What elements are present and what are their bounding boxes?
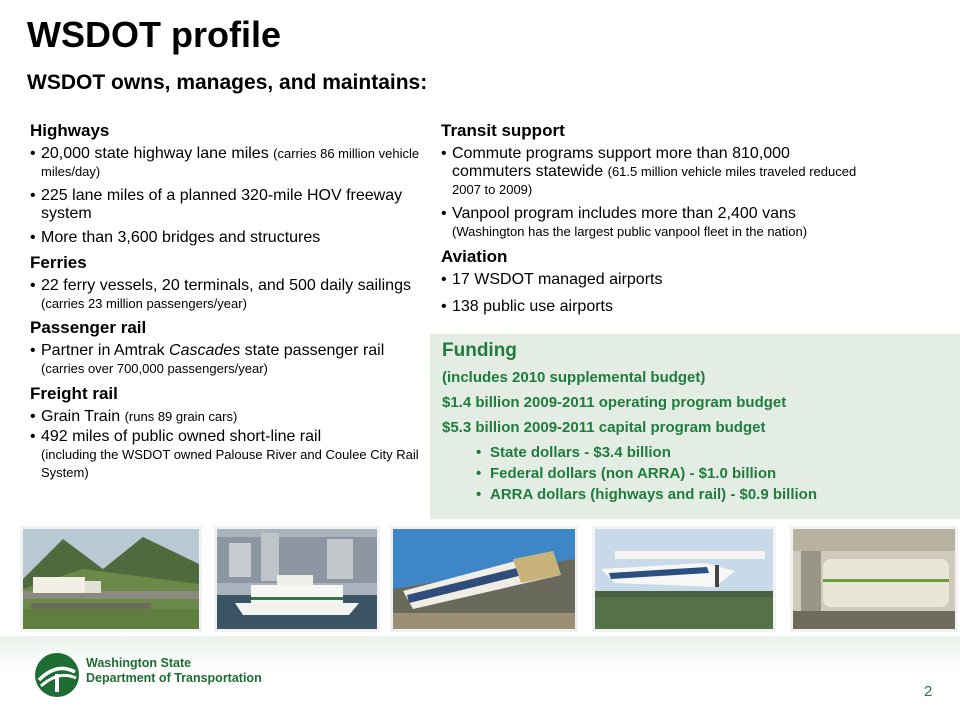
page-title: WSDOT profile bbox=[27, 14, 281, 55]
grain-car-photo bbox=[790, 526, 958, 632]
ferries-heading: Ferries bbox=[30, 252, 87, 272]
left-column bbox=[30, 121, 425, 488]
list-item: • Vanpool program includes more than 2,400 vans (Washington has the largest public vanpool fleet in the nation) bbox=[441, 205, 941, 241]
transit-heading: Transit support bbox=[441, 121, 565, 140]
aviation-heading: Aviation bbox=[441, 246, 508, 266]
freight-rail-heading: Freight rail bbox=[30, 384, 118, 404]
passenger-rail-heading: Passenger rail bbox=[30, 318, 147, 338]
funding-title: Funding bbox=[442, 340, 517, 361]
highway-truck-photo bbox=[20, 526, 202, 632]
list-item: • Commute programs support more than 810,000 commuters statewide (61.5 million vehicle miles traveled reduced 2007 to 2009) bbox=[441, 145, 872, 199]
right-column bbox=[441, 121, 941, 321]
list-item: • More than 3,600 bridges and structures bbox=[30, 229, 425, 247]
funding-panel bbox=[430, 334, 960, 519]
passenger-train-image bbox=[393, 529, 575, 629]
list-item: • 225 lane miles of a planned 320-mile HOV freeway system bbox=[30, 187, 425, 223]
funding-note: (includes 2010 supplemental budget) bbox=[442, 369, 706, 386]
airplane-photo bbox=[592, 526, 776, 632]
wsdot-logo-icon bbox=[32, 650, 82, 700]
passenger-rail-list bbox=[30, 342, 425, 378]
list-item: • State dollars - $3.4 billion bbox=[476, 444, 960, 461]
ferry-image bbox=[217, 529, 377, 629]
ferry-photo bbox=[214, 526, 380, 632]
passenger-train-photo bbox=[390, 526, 578, 632]
list-item: • 138 public use airports bbox=[441, 298, 941, 316]
list-item: • Grain Train (runs 89 grain cars) bbox=[30, 408, 425, 426]
funding-sources-list bbox=[442, 444, 960, 503]
capital-budget: $5.3 billion 2009-2011 capital program budget bbox=[442, 419, 766, 436]
aviation-list bbox=[441, 271, 941, 316]
list-item: • Partner in Amtrak Cascades state passenger rail (carries over 700,000 passengers/year) bbox=[30, 342, 425, 378]
operating-budget: $1.4 billion 2009-2011 operating program budget bbox=[442, 394, 787, 411]
freight-rail-list bbox=[30, 408, 425, 482]
airplane-image bbox=[595, 529, 773, 629]
page-number: 2 bbox=[924, 683, 933, 700]
list-item: • Federal dollars (non ARRA) - $1.0 billion bbox=[476, 465, 960, 482]
list-item: • 492 miles of public owned short-line rail (including the WSDOT owned Palouse River and Coulee City Rail System) bbox=[30, 428, 425, 482]
list-item: • ARRA dollars (highways and rail) - $0.9 billion bbox=[476, 486, 960, 503]
list-item: • 20,000 state highway lane miles (carries 86 million vehicle miles/day) bbox=[30, 145, 425, 181]
highways-heading: Highways bbox=[30, 121, 110, 140]
wsdot-logo-text: Washington State Department of Transportation bbox=[86, 656, 262, 685]
transit-list bbox=[441, 145, 941, 241]
ferries-list bbox=[30, 277, 425, 313]
list-item: • 22 ferry vessels, 20 terminals, and 500 daily sailings (carries 23 million passengers/year) bbox=[30, 277, 425, 313]
highway-truck-image bbox=[23, 529, 199, 629]
highways-list bbox=[30, 145, 425, 247]
page-subtitle: WSDOT owns, manages, and maintains: bbox=[27, 71, 428, 94]
list-item: • 17 WSDOT managed airports bbox=[441, 271, 941, 289]
grain-car-image bbox=[793, 529, 955, 629]
